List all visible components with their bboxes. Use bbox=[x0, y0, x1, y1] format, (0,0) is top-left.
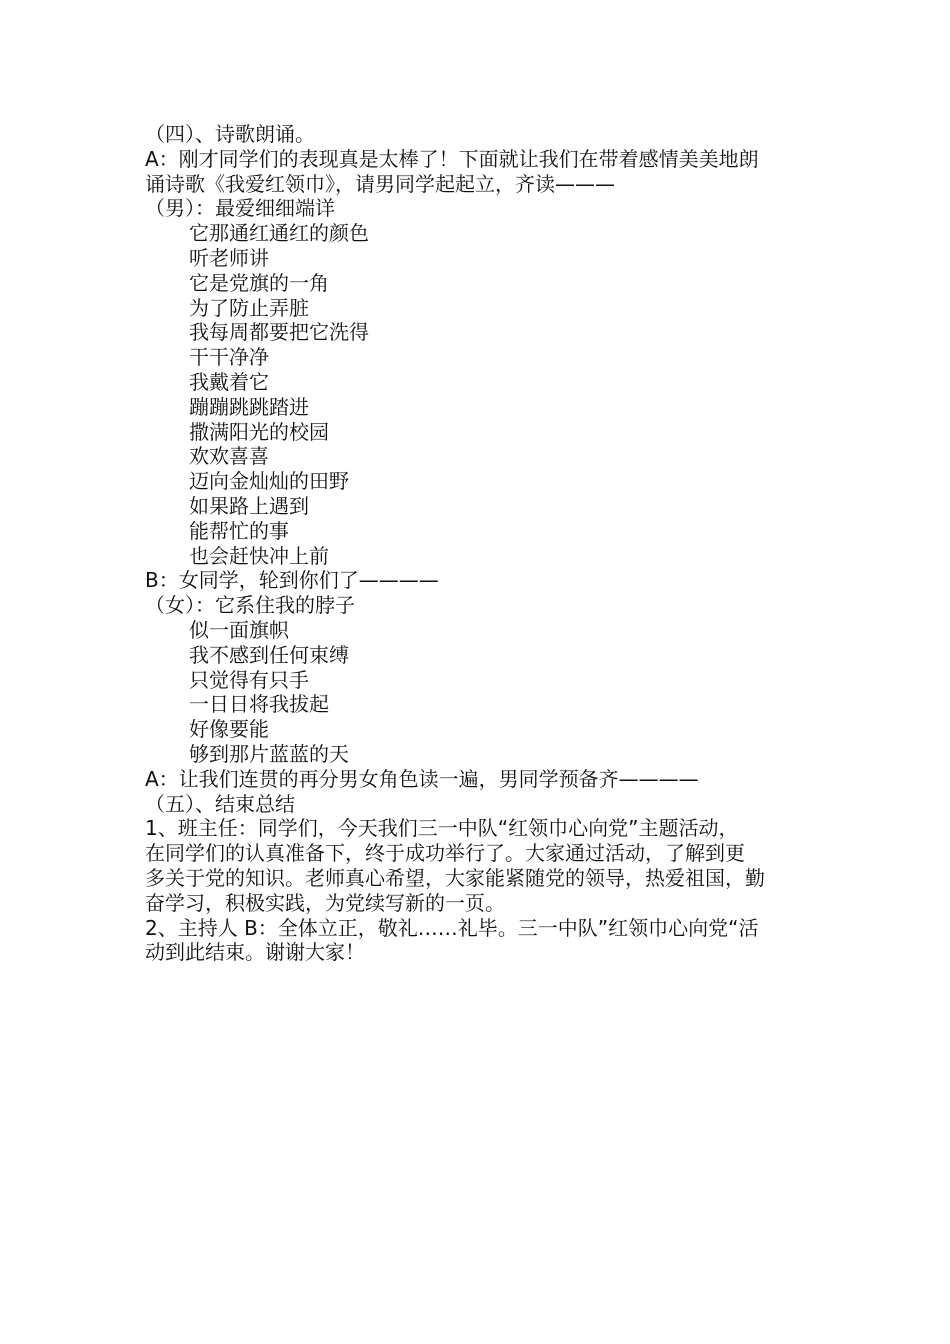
closing-paragraph-1-line: 在同学们的认真准备下，终于成功举行了。大家通过活动，了解到更 bbox=[145, 841, 745, 866]
male-poem-line: 干干净净 bbox=[189, 345, 269, 370]
male-poem-line: 我戴着它 bbox=[189, 369, 269, 394]
host-b-line: B：女同学，轮到你们了———— bbox=[145, 568, 439, 593]
male-poem-line: 我每周都要把它洗得 bbox=[189, 320, 369, 345]
section-4-title: （四）、诗歌朗诵。 bbox=[145, 122, 315, 146]
closing-paragraph-1-line: 奋学习，积极实践，为党续写新的一页。 bbox=[145, 890, 505, 915]
male-poem-line: 也会赶快冲上前 bbox=[189, 543, 329, 568]
female-poem-line: 好像要能 bbox=[189, 717, 269, 742]
male-poem-line: 听老师讲 bbox=[189, 245, 269, 270]
male-poem-first-line: （男）：最爱细细端详 bbox=[145, 196, 335, 221]
female-poem-line: 只觉得有只手 bbox=[189, 667, 309, 692]
closing-paragraph-1-line: 1、班主任：同学们，今天我们三一中队“红领巾心向党”主题活动， bbox=[145, 816, 739, 841]
male-poem-line: 能帮忙的事 bbox=[189, 518, 289, 543]
male-poem-line: 蹦蹦跳跳踏进 bbox=[189, 394, 309, 419]
host-a-intro-line-1: A：刚才同学们的表现真是太棒了！下面就让我们在带着感情美美地朗 bbox=[145, 146, 759, 171]
female-poem-line: 一日日将我拔起 bbox=[189, 692, 329, 717]
female-poem-line: 似一面旗帜 bbox=[189, 617, 289, 642]
female-poem-first-line: （女）：它系住我的脖子 bbox=[145, 593, 355, 618]
closing-paragraph-1-line: 多关于党的知识。老师真心希望，大家能紧随党的领导，热爱祖国，勤 bbox=[145, 865, 765, 890]
document-page bbox=[145, 122, 825, 965]
male-poem-line: 为了防止弄脏 bbox=[189, 295, 309, 320]
closing-paragraph-2-line: 动到此结束。谢谢大家！ bbox=[145, 940, 365, 965]
host-a-repeat-line: A：让我们连贯的再分男女角色读一遍，男同学预备齐———— bbox=[145, 766, 699, 791]
male-poem-line: 如果路上遇到 bbox=[189, 493, 309, 518]
female-poem-line: 我不感到任何束缚 bbox=[189, 642, 349, 667]
host-a-intro-line-2: 诵诗歌《我爱红领巾》，请男同学起起立，齐读——— bbox=[145, 171, 615, 196]
male-poem-line: 迈向金灿灿的田野 bbox=[189, 469, 349, 494]
male-poem-line: 欢欢喜喜 bbox=[189, 444, 269, 469]
male-poem-line: 它是党旗的一角 bbox=[189, 270, 329, 295]
section-5-title: （五）、结束总结 bbox=[145, 791, 295, 816]
male-poem-line: 它那通红通红的颜色 bbox=[189, 221, 369, 246]
female-poem-line: 够到那片蓝蓝的天 bbox=[189, 741, 349, 766]
male-poem-line: 撒满阳光的校园 bbox=[189, 419, 329, 444]
closing-paragraph-2-line: 2、主持人 B：全体立正，敬礼……礼毕。三一中队”红领巾心向党“活 bbox=[145, 915, 759, 940]
